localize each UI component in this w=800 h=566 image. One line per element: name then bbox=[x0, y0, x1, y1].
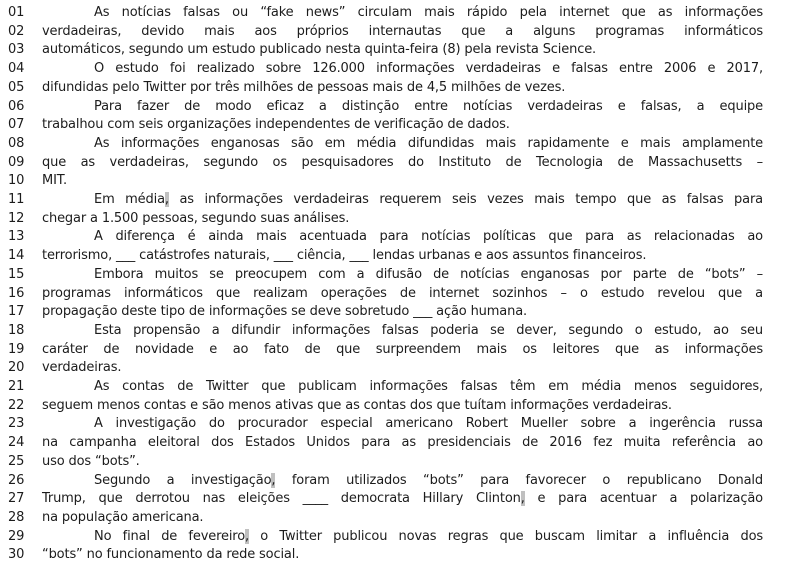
text-line-04 bbox=[8, 60, 763, 79]
line-text: que as verdadeiras, segundo os pesquisadores do Instituto de Tecnologia de Massachusetts – bbox=[42, 154, 763, 170]
text-line-28 bbox=[8, 509, 763, 528]
text-line-16 bbox=[8, 285, 763, 304]
highlighted-comma: , bbox=[271, 472, 276, 488]
line-number: 23 bbox=[8, 416, 25, 432]
line-text: As notícias falsas ou “fake news” circulam mais rápido pela internet que as informações bbox=[94, 5, 763, 20]
line-number: 06 bbox=[8, 98, 25, 114]
text-line-27 bbox=[8, 490, 763, 509]
line-number: 15 bbox=[8, 266, 25, 282]
line-number: 13 bbox=[8, 229, 25, 245]
line-text: Em média, as informações verdadeiras requerem seis vezes mais tempo que as falsas para bbox=[94, 192, 763, 208]
line-number: 04 bbox=[8, 61, 25, 77]
line-text: programas informáticos que realizam operações de internet sozinhos – o estudo revelou que a bbox=[42, 285, 763, 301]
line-text: As contas de Twitter que publicam informações falsas têm em média menos seguidores, bbox=[94, 379, 763, 395]
text-line-18 bbox=[8, 322, 763, 341]
text-line-11 bbox=[8, 191, 763, 210]
line-text: chegar a 1.500 pessoas, segundo suas análises. bbox=[42, 210, 350, 226]
highlighted-comma: , bbox=[164, 192, 169, 208]
line-text: caráter de novidade e ao fato de que surpreendem mais os leitores que as informações bbox=[42, 341, 763, 357]
text-line-21 bbox=[8, 378, 763, 397]
line-text: na campanha eleitoral dos Estados Unidos para as presidenciais de 2016 fez muita referência ao bbox=[42, 435, 763, 451]
line-text: Para fazer de modo eficaz a distinção entre notícias verdadeiras e falsas, a equipe bbox=[94, 98, 763, 114]
line-number: 08 bbox=[8, 135, 25, 151]
line-text: propagação deste tipo de informações se deve sobretudo ___ ação humana. bbox=[42, 304, 527, 320]
line-number: 19 bbox=[8, 341, 25, 357]
text-line-08 bbox=[8, 135, 763, 154]
line-text: Trump, que derrotou nas eleições ____ democrata Hillary Clinton, e para acentuar a polarização bbox=[42, 491, 763, 507]
line-number: 05 bbox=[8, 79, 25, 95]
line-number: 25 bbox=[8, 453, 25, 469]
line-text: A investigação do procurador especial americano Robert Mueller sobre a ingerência russa bbox=[94, 416, 763, 432]
line-text: uso dos “bots”. bbox=[42, 453, 140, 469]
line-number: 20 bbox=[8, 360, 25, 376]
line-text: Segundo a investigação, foram utilizados “bots” para favorecer o republicano Donald bbox=[94, 472, 763, 488]
text-line-05 bbox=[8, 79, 763, 98]
line-text: Embora muitos se preocupem com a difusão de notícias enganosas por parte de “bots” – bbox=[94, 266, 763, 282]
line-text: No final de fevereiro, o Twitter publicou novas regras que buscam limitar a influência dos bbox=[94, 528, 763, 544]
line-number: 29 bbox=[8, 528, 25, 544]
line-text: difundidas pelo Twitter por três milhões de pessoas mais de 4,5 milhões de vezes. bbox=[42, 79, 566, 95]
text-line-09 bbox=[8, 154, 763, 173]
text-line-26 bbox=[8, 472, 763, 491]
line-number: 22 bbox=[8, 397, 25, 413]
line-text: O estudo foi realizado sobre 126.000 informações verdadeiras e falsas entre 2006 e 2017, bbox=[94, 61, 763, 77]
highlighted-comma: , bbox=[520, 491, 525, 507]
line-text: Esta propensão a difundir informações falsas poderia se dever, segundo o estudo, ao seu bbox=[94, 322, 763, 338]
line-text: “bots” no funcionamento da rede social. bbox=[42, 547, 300, 563]
line-number: 01 bbox=[8, 5, 25, 20]
text-line-14 bbox=[8, 247, 763, 266]
text-line-12 bbox=[8, 210, 763, 229]
line-number: 11 bbox=[8, 192, 25, 208]
line-text: terrorismo, ___ catástrofes naturais, ___ ciência, ___ lendas urbanas e aos assuntos financeiros. bbox=[42, 248, 647, 264]
text-line-17 bbox=[8, 303, 763, 322]
line-text: na população americana. bbox=[42, 509, 204, 525]
line-text: automáticos, segundo um estudo publicado nesta quinta-feira (8) pela revista Science. bbox=[42, 42, 597, 58]
text-line-15 bbox=[8, 266, 763, 285]
line-text: seguem menos contas e são menos ativas que as contas dos que tuítam informações verdadeiras. bbox=[42, 397, 672, 413]
line-text: trabalhou com seis organizações independentes de verificação de dados. bbox=[42, 117, 510, 133]
text-line-22 bbox=[8, 397, 763, 416]
line-number: 24 bbox=[8, 435, 25, 451]
line-number: 03 bbox=[8, 42, 25, 58]
line-number: 18 bbox=[8, 322, 25, 338]
line-text: verdadeiras, devido mais aos próprios internautas que a alguns programas informáticos bbox=[42, 23, 763, 39]
line-text: verdadeiras. bbox=[42, 360, 122, 376]
text-line-23 bbox=[8, 415, 763, 434]
line-number: 07 bbox=[8, 117, 25, 133]
text-line-01 bbox=[8, 4, 763, 23]
line-number: 28 bbox=[8, 509, 25, 525]
line-number: 30 bbox=[8, 547, 25, 563]
line-number: 09 bbox=[8, 154, 25, 170]
text-line-24 bbox=[8, 434, 763, 453]
line-text: As informações enganosas são em média difundidas mais rapidamente e mais amplamente bbox=[94, 135, 763, 151]
text-line-07 bbox=[8, 116, 763, 135]
text-line-19 bbox=[8, 341, 763, 360]
text-line-03 bbox=[8, 41, 763, 60]
line-number: 17 bbox=[8, 304, 25, 320]
text-line-20 bbox=[8, 359, 763, 378]
line-number: 27 bbox=[8, 491, 25, 507]
text-line-06 bbox=[8, 98, 763, 117]
text-line-02 bbox=[8, 23, 763, 42]
line-number: 12 bbox=[8, 210, 25, 226]
line-number: 26 bbox=[8, 472, 25, 488]
text-line-13 bbox=[8, 228, 763, 247]
highlighted-comma: , bbox=[245, 528, 250, 544]
line-number: 02 bbox=[8, 23, 25, 39]
line-number: 14 bbox=[8, 248, 25, 264]
line-number: 16 bbox=[8, 285, 25, 301]
reading-passage bbox=[8, 4, 763, 565]
text-line-29 bbox=[8, 528, 763, 547]
line-number: 10 bbox=[8, 173, 25, 189]
text-line-25 bbox=[8, 453, 763, 472]
line-number: 21 bbox=[8, 379, 25, 395]
text-line-30 bbox=[8, 546, 763, 565]
text-line-10 bbox=[8, 172, 763, 191]
line-text: MIT. bbox=[42, 173, 67, 189]
line-text: A diferença é ainda mais acentuada para notícias políticas que para as relacionadas ao bbox=[94, 229, 763, 245]
